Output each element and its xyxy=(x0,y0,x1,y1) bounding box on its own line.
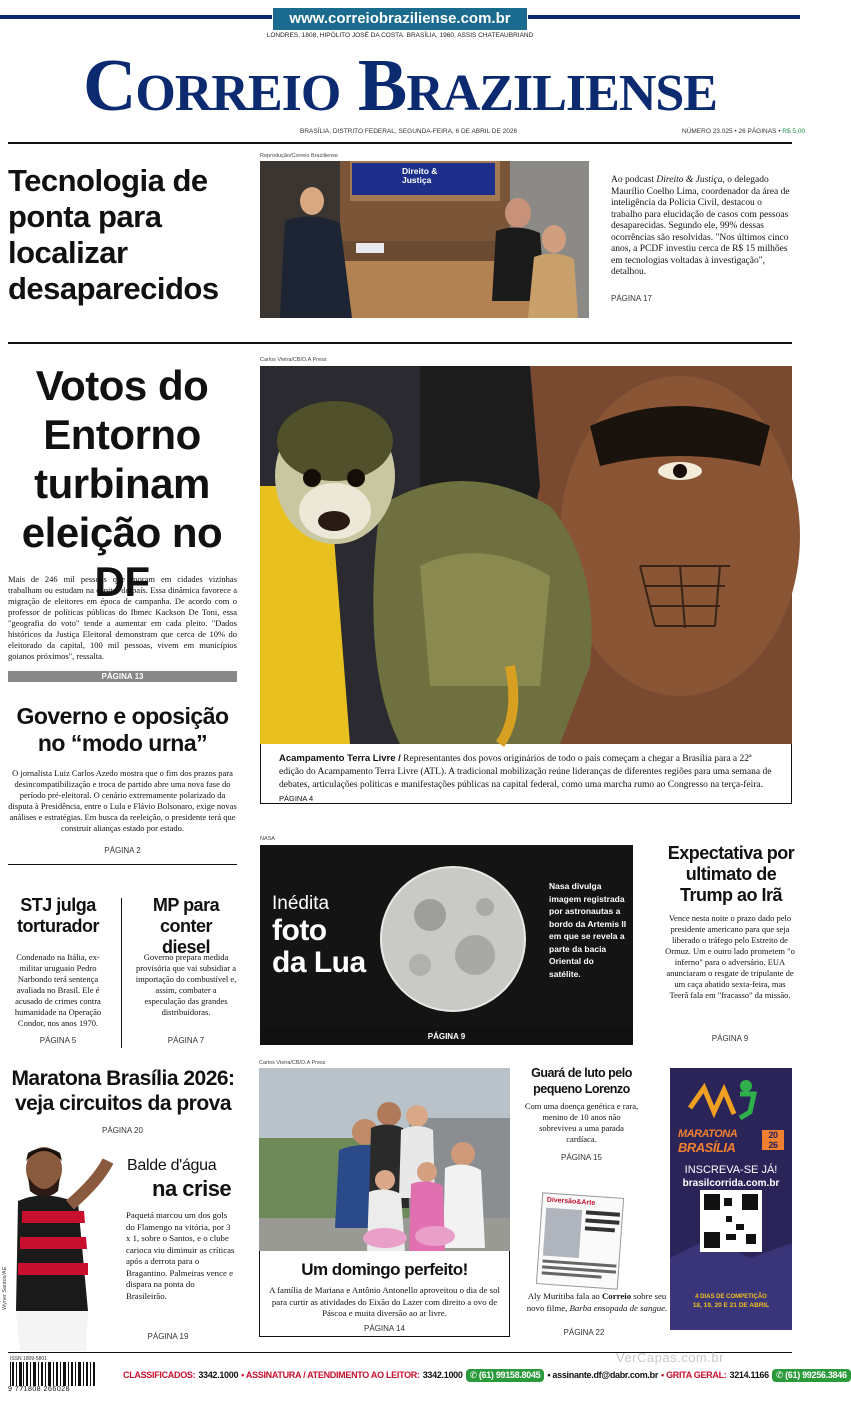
family-photo xyxy=(259,1068,510,1251)
story10-page[interactable]: PÁGINA 15 xyxy=(561,1153,602,1162)
story1-text-body: , o delegado Maurílio Coelho Lima, coordenador da área de inteligência da Polícia Civil, destacou o trabalho para elucidação de casos com pessoas desaparecidas. Segundo ele, 99% dessas ocorrências são resolvidas. "Nos últimos cinco anos, a PCDF investiu cerca de R$ 15 milhões em tecnologias voltadas à investigação", detalhou. xyxy=(611,175,790,277)
ad-brand1: MARATONA xyxy=(678,1128,738,1140)
story1-text-lead: Ao podcast xyxy=(611,175,657,185)
ad-year-bottom: 26 xyxy=(768,1140,778,1150)
ad-site[interactable]: brasilcorrida.com.br xyxy=(682,1178,780,1189)
story8-text: Paquetá marcou um dos gols do Flamengo na vitória, por 3 x 1, sobre o Santos, e o clube carioca viu diminuir as críticas após a derrota para o Bragantino. Palmeiras vence e dispara na ponta do Brasileirão. xyxy=(126,1210,235,1301)
story4-page[interactable]: PÁGINA 5 xyxy=(39,1036,77,1045)
football-photo xyxy=(8,1141,120,1351)
assinatura-phone[interactable]: 3342.1000 xyxy=(422,1370,463,1380)
story7-headline[interactable]: Maratona Brasília 2026: veja circuitos da prova xyxy=(11,1067,235,1115)
story9-text: A família de Mariana e Antônio Antonello aproveitou o dia de sol para curtir as atividades do Eixão do Lazer com direito a ovo de Páscoa e muita diversão ao ar livre. xyxy=(269,1285,500,1318)
site-url[interactable]: www.correiobraziliense.com.br xyxy=(273,8,527,30)
family-photo-credit: Carlos Vieira/CB/D.A Press xyxy=(259,1060,326,1066)
story1-headline[interactable]: Tecnologia de ponta para localizar desaparecidos xyxy=(8,163,219,306)
main-photo-caption-title: Acampamento Terra Livre / xyxy=(279,753,401,764)
ad-year-top: 20 xyxy=(768,1130,778,1140)
dateline: BRASÍLIA, DISTRITO FEDERAL, SEGUNDA-FEIRA, 6 DE ABRIL DE 2026 xyxy=(300,128,518,135)
whatsapp-number-2: (61) 99256.3846 xyxy=(785,1370,847,1380)
story11-text-mid: sobre seu novo filme, xyxy=(526,1291,667,1313)
issn: ISSN 1809-5801 xyxy=(10,1356,47,1362)
whatsapp-number-1: (61) 99158.8045 xyxy=(478,1370,541,1380)
story10-text: Com uma doença genética e rara, menino de 10 anos não sobreviveu a uma parada cardíaca. xyxy=(524,1101,639,1144)
moon-title-big2: da Lua xyxy=(272,946,366,979)
story1-photo-credit: Reprodução/Correio Braziliense xyxy=(260,153,338,159)
moon-photo-credit: NASA xyxy=(260,836,275,842)
moon-text: Nasa divulga imagem registrada por astronautas a bordo da Artemis II em que se revela a parte da bacia Oriental do satélite. xyxy=(549,881,627,979)
main-photo-page[interactable]: PÁGINA 4 xyxy=(279,794,314,803)
assinante-email[interactable]: • assinante.df@dabr.com.br xyxy=(547,1370,659,1380)
ad-cta[interactable]: INSCREVA-SE JÁ! xyxy=(684,1164,778,1176)
story5-text: Governo prepara medida provisória que vai subsidiar a importação do combustível e, assim, combater a especulação das grandes distribuidoras. xyxy=(135,952,237,1017)
ad-days: 4 DIAS DE COMPETIÇÃO xyxy=(695,1294,767,1300)
grita-geral-label: • GRITA GERAL: xyxy=(661,1370,727,1380)
moon-photo xyxy=(260,845,633,1045)
story4-text: Condenado na Itália, ex-militar uruguaio Pedro Narbondo terá sentença avaliada no Brasil. Ele é acusado de crimes contra humanidade na Operação Condor, nos anos 1970. xyxy=(14,952,102,1028)
story1-photo xyxy=(260,161,589,318)
footer-contacts xyxy=(123,1366,847,1384)
story6-text: Vence nesta noite o prazo dado pelo presidente americano para que seja liberado o tráfego pelo Estreito de Ormuz. Um e outro lado prometem "o inferno" para o adversário. EUA anunciaram o resgate de tripulante de um caça abatido sexta-feira, mas Teerã fala em "fracasso" da missão. xyxy=(665,913,795,1000)
header-divider xyxy=(8,142,792,144)
story11-text-film: Barba ensopada de sangue. xyxy=(569,1302,668,1313)
story6-headline[interactable]: Expectativa por ultimato de Trump ao Irã xyxy=(667,843,795,905)
main-photo xyxy=(260,366,792,744)
story8-headline[interactable]: na crise xyxy=(152,1176,232,1201)
grita-geral-phone[interactable]: 3214.1166 xyxy=(729,1370,769,1380)
edition-price: R$ 5,00 xyxy=(782,128,806,135)
barcode-number: 9 771808 266028 xyxy=(8,1386,70,1393)
main-photo-caption xyxy=(260,744,792,804)
main-photo-credit: Carlos Vieira/CB/D.A Press xyxy=(260,357,327,363)
moon-page[interactable]: PÁGINA 9 xyxy=(427,1032,466,1041)
diversao-thumb[interactable] xyxy=(536,1192,624,1289)
moon-title-big1: foto xyxy=(272,914,327,947)
story2-page[interactable]: PÁGINA 13 xyxy=(8,671,237,682)
story4-headline[interactable]: STJ julga torturador xyxy=(17,895,99,936)
story1-text xyxy=(611,175,792,279)
story10-headline[interactable]: Guará de luto pelo pequeno Lorenzo xyxy=(531,1066,632,1096)
story11-page[interactable]: PÁGINA 22 xyxy=(563,1328,605,1337)
founders-line: LONDRES, 1808, HIPÓLITO JOSÉ DA COSTA. BRASÍLIA, 1960, ASSIS CHATEAUBRIAND xyxy=(266,32,534,39)
story8-kicker: Balde d'água xyxy=(127,1157,217,1174)
story3-text: O jornalista Luiz Carlos Azedo mostra que o fim dos prazos para desincompatibilização e troca de partido abre uma nova fase do período pré-eleitoral. O cenário extremamente polarizado da disputa à Presidência, entre o Lula e Flávio Bolsonaro, exige novas análises e estratégias. Em busca da reeleição, o presidente terá que construir alianças estado por estado. xyxy=(8,768,237,833)
classificados-phone[interactable]: 3342.1000 xyxy=(198,1370,239,1380)
story11-text-paper: Correio xyxy=(601,1291,632,1301)
edition-info xyxy=(682,128,806,135)
story45-divider xyxy=(121,898,122,1048)
assinatura-label: • ASSINATURA / ATENDIMENTO AO LEITOR: xyxy=(241,1370,420,1380)
ad-brand2: BRASÍLIA xyxy=(678,1140,736,1155)
section-divider-1 xyxy=(8,342,792,344)
masthead: Correio Braziliense xyxy=(82,45,717,127)
story1-text-show: Direito & Justiça xyxy=(656,175,723,185)
whatsapp-icon: ✆ xyxy=(469,1369,477,1380)
story1-page[interactable]: PÁGINA 17 xyxy=(611,294,652,303)
footer-watermark: VerCapas.com.br xyxy=(616,1350,724,1365)
left-divider xyxy=(8,864,237,865)
story9-page[interactable]: PÁGINA 14 xyxy=(364,1324,405,1333)
story5-page[interactable]: PÁGINA 7 xyxy=(167,1036,205,1045)
ad-dates: 18, 19, 20 E 21 DE ABRIL xyxy=(692,1302,770,1309)
whatsapp-badge-2[interactable] xyxy=(772,1369,851,1382)
classificados-label: CLASSIFICADOS: xyxy=(123,1370,196,1380)
main-photo-caption-text: Representantes dos povos originários de todo o país começam a chegar a Brasília para a 22ª edição do Acampamento Terra Livre (ATL). A tradicional mobilização reúne lideranças de diferentes regiões para uma semana de debates, articulações políticas e manifestações públicas na capital federal, como uma marcha rumo ao Congresso na terça-feira. xyxy=(279,754,772,790)
story3-headline[interactable]: Governo e oposição no “modo urna” xyxy=(16,703,229,756)
story6-page[interactable]: PÁGINA 9 xyxy=(711,1034,749,1043)
barcode xyxy=(8,1362,98,1393)
story1-screen-text: Direito & Justiça xyxy=(402,166,438,185)
moon-title-small: Inédita xyxy=(272,893,330,914)
story5-headline[interactable]: MP para conter diesel xyxy=(152,895,220,957)
diversao-thumb-title: Diversão&Arte xyxy=(546,1196,596,1207)
edition-number: NÚMERO 23.025 • 26 PÁGINAS • xyxy=(682,128,781,135)
whatsapp-icon: ✆ xyxy=(775,1369,784,1380)
story2-text: Mais de 246 mil pessoas que moram em cidades vizinhas trabalham ou estudam na capital do país. Essa dinâmica favorece a migração de eleitores em época de campanha. De acordo com o professor de políticas públicas do Ibmec Kackson De Toni, essa "geografia do voto" tende a aumentar em cada pleito. "Dados históricos da Justiça Eleitoral demonstram que cerca de 10% do eleitorado da capital, 100 mil pessoas, vivem em municípios goianos próximos", ressalta. xyxy=(8,574,237,661)
story11-text xyxy=(524,1291,670,1314)
football-photo-credit: Wyner Santos/AE xyxy=(2,1266,8,1310)
marathon-ad[interactable] xyxy=(670,1068,792,1330)
story7-page[interactable]: PÁGINA 20 xyxy=(102,1126,143,1135)
story11-text-lead: Aly Muritiba fala ao xyxy=(527,1291,602,1301)
story3-page[interactable]: PÁGINA 2 xyxy=(104,846,141,855)
whatsapp-badge-1[interactable] xyxy=(466,1369,545,1382)
story8-page[interactable]: PÁGINA 19 xyxy=(147,1332,189,1341)
story2-headline[interactable]: Votos do Entorno turbinam eleição no DF xyxy=(21,362,223,605)
ad-year xyxy=(762,1130,784,1150)
story9-headline[interactable]: Um domingo perfeito! xyxy=(301,1260,468,1279)
